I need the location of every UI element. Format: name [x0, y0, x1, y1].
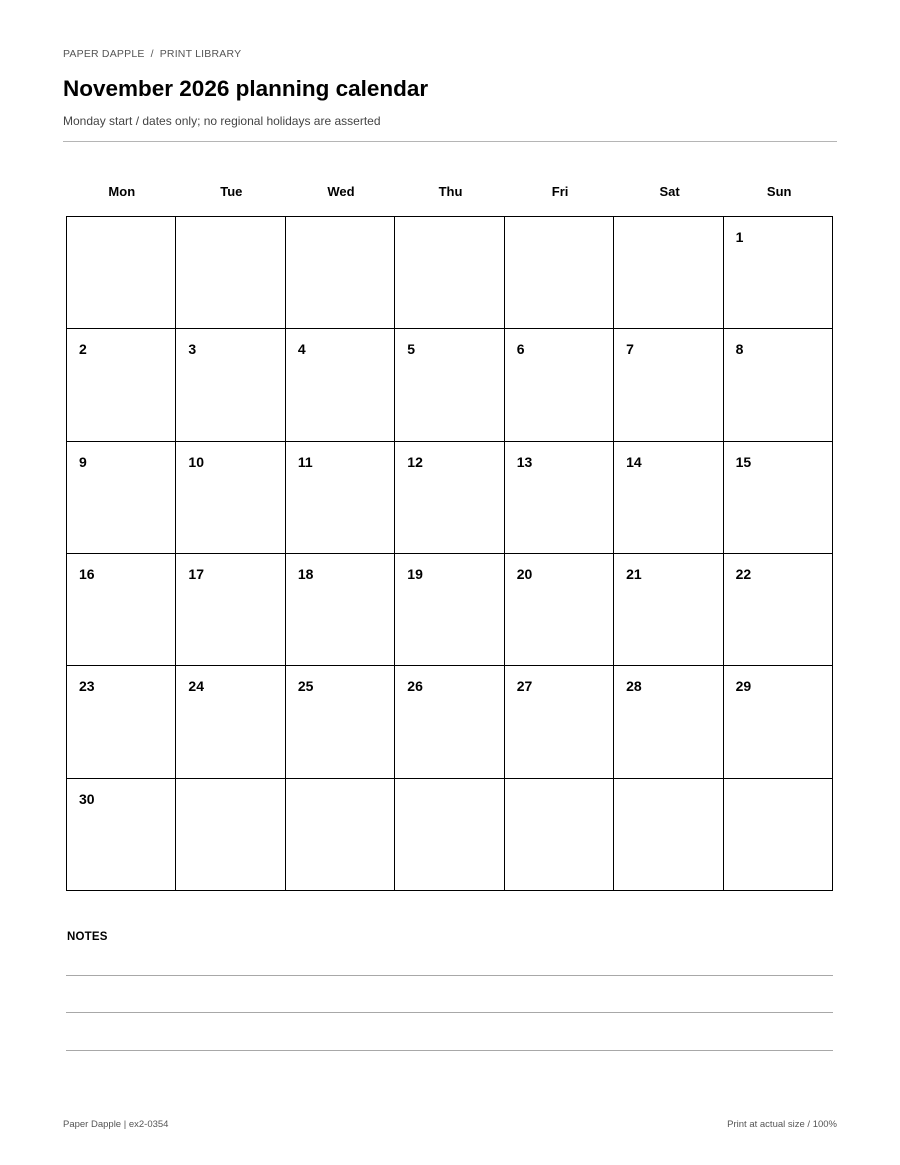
day-number: 20	[516, 566, 533, 582]
calendar-day-cell	[176, 666, 285, 778]
breadcrumb-separator: /	[150, 48, 154, 60]
day-number: 12	[407, 453, 423, 470]
weekday-label: Thu	[438, 184, 463, 199]
calendar-day-cell	[176, 779, 285, 891]
calendar-day-cell	[286, 217, 395, 329]
day-number: 5	[407, 341, 416, 358]
breadcrumb-section: PRINT LIBRARY	[159, 48, 242, 60]
notes-line	[66, 1012, 833, 1013]
calendar-day-cell	[67, 329, 176, 441]
weekday-label: Fri	[551, 184, 569, 199]
weekday-header-row	[67, 183, 834, 201]
day-number: 8	[735, 341, 744, 358]
calendar-day-cell	[505, 329, 614, 441]
calendar-day-cell	[724, 442, 833, 554]
calendar-day-cell	[286, 666, 395, 778]
calendar-day-cell	[176, 217, 285, 329]
calendar-day-cell	[505, 554, 614, 666]
day-number: 13	[516, 453, 533, 470]
day-number: 6	[516, 341, 525, 358]
day-number: 15	[735, 453, 752, 470]
calendar-day-cell	[614, 217, 723, 329]
day-number: 14	[626, 453, 642, 470]
day-number: 23	[79, 678, 95, 695]
day-number: 4	[297, 341, 306, 358]
day-number: 22	[735, 566, 752, 582]
calendar-grid	[66, 216, 833, 891]
calendar-day-cell	[614, 666, 723, 778]
day-number: 30	[79, 790, 95, 807]
page-subtitle: Monday start / dates only; no regional holidays are asserted	[63, 114, 381, 128]
day-number: 1	[735, 229, 744, 245]
weekday-label: Mon	[108, 184, 136, 199]
notes-label: NOTES	[67, 931, 108, 943]
weekday-label: Wed	[327, 184, 355, 199]
day-number: 21	[626, 566, 642, 582]
calendar-day-cell	[176, 329, 285, 441]
calendar-day-cell	[67, 442, 176, 554]
calendar-day-cell	[614, 554, 723, 666]
calendar-day-cell	[724, 329, 833, 441]
calendar-day-cell	[286, 329, 395, 441]
calendar-day-cell	[176, 442, 285, 554]
calendar-day-cell	[67, 666, 176, 778]
day-number: 9	[79, 453, 87, 470]
calendar-day-cell	[724, 779, 833, 891]
calendar-day-cell	[395, 779, 504, 891]
calendar-day-cell	[614, 779, 723, 891]
day-number: 16	[79, 566, 95, 582]
calendar-day-cell	[505, 666, 614, 778]
calendar-day-cell	[67, 554, 176, 666]
calendar-day-cell	[724, 217, 833, 329]
weekday-label: Sat	[659, 184, 680, 199]
day-number: 26	[407, 678, 423, 695]
calendar-day-cell	[176, 554, 285, 666]
calendar-day-cell	[286, 442, 395, 554]
day-number: 2	[79, 341, 87, 358]
calendar-day-cell	[395, 554, 504, 666]
calendar-day-cell	[724, 554, 833, 666]
weekday-label: Sun	[766, 184, 792, 199]
notes-line	[66, 1050, 833, 1051]
day-number: 17	[188, 566, 204, 582]
notes-line	[66, 975, 833, 976]
calendar-day-cell	[505, 442, 614, 554]
calendar-day-cell	[505, 217, 614, 329]
weekday-label: Tue	[220, 184, 243, 199]
calendar-day-cell	[67, 217, 176, 329]
calendar-day-cell	[614, 442, 723, 554]
day-number: 18	[297, 566, 314, 582]
calendar-day-cell	[614, 329, 723, 441]
day-number: 7	[626, 341, 634, 358]
calendar-day-cell	[67, 779, 176, 891]
day-number: 24	[188, 678, 204, 695]
day-number: 28	[626, 678, 642, 695]
page-title: November 2026 planning calendar	[63, 76, 429, 101]
footer-left-text: Paper Dapple | ex2-0354	[63, 1119, 169, 1130]
breadcrumb-brand: PAPER DAPPLE	[63, 48, 145, 60]
day-number: 29	[735, 678, 752, 695]
calendar-day-cell	[286, 779, 395, 891]
day-number: 25	[297, 678, 314, 695]
day-number: 10	[188, 453, 204, 470]
calendar-day-cell	[395, 217, 504, 329]
header-divider	[63, 141, 837, 142]
calendar-day-cell	[286, 554, 395, 666]
footer-right-text: Print at actual size / 100%	[727, 1119, 837, 1130]
day-number: 19	[407, 566, 423, 582]
day-number: 3	[188, 341, 197, 358]
calendar-day-cell	[395, 442, 504, 554]
calendar-day-cell	[505, 779, 614, 891]
calendar-day-cell	[395, 329, 504, 441]
day-number: 11	[297, 453, 313, 470]
breadcrumb	[63, 48, 241, 60]
calendar-day-cell	[724, 666, 833, 778]
day-number: 27	[516, 678, 533, 695]
calendar-day-cell	[395, 666, 504, 778]
